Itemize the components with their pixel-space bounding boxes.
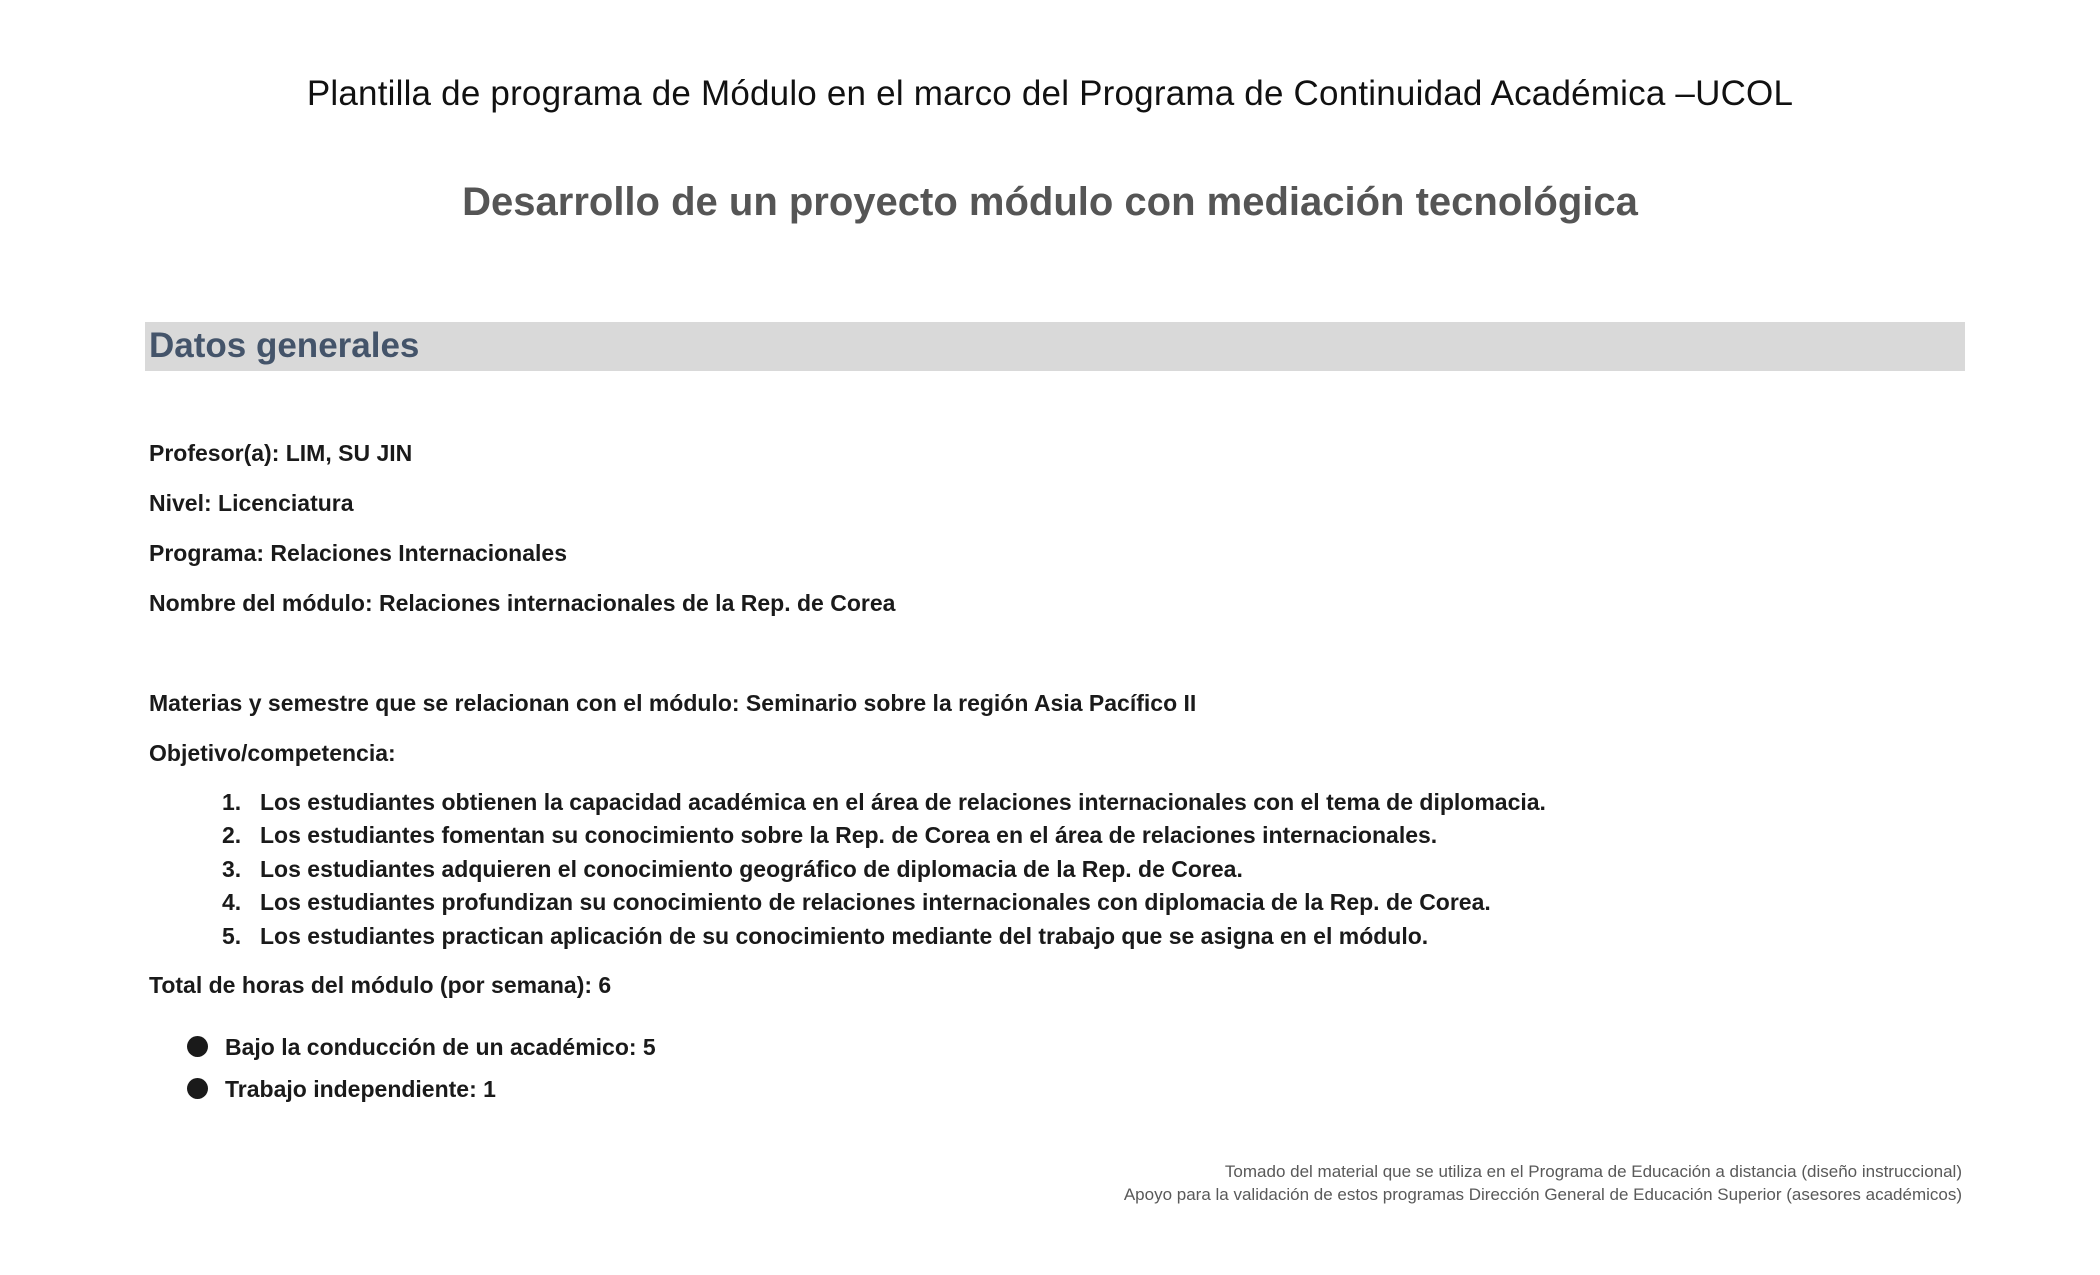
objective-number: 2. (222, 822, 242, 849)
objective-text: Los estudiantes obtienen la capacidad académica en el área de relaciones internacionales con el tema de diplomacia. (260, 789, 1546, 815)
footer-note (1124, 1160, 1962, 1206)
section-header-bar (145, 322, 1965, 371)
section-title: Datos generales (149, 326, 420, 365)
hours-breakdown-list (187, 1026, 656, 1110)
footer-line: Apoyo para la validación de estos programas Dirección General de Educación Superior (asesores académicos) (1123, 1185, 1962, 1204)
objective-text: Los estudiantes practican aplicación de su conocimiento mediante del trabajo que se asigna en el módulo. (260, 922, 1429, 949)
objective-number: 1. (222, 789, 242, 815)
bullet-dot-icon (187, 1036, 208, 1057)
objectives-list (222, 786, 1546, 953)
objective-number: 3. (222, 855, 242, 882)
hours-item (187, 1068, 656, 1110)
materias-field: Materias y semestre que se relacionan con el módulo: Seminario sobre la región Asia Pacífico II (149, 690, 1197, 716)
objective-text: Los estudiantes fomentan su conocimiento sobre la Rep. de Corea en el área de relaciones internacionales. (260, 822, 1438, 849)
objective-item (222, 819, 1546, 852)
hours-item-text: Trabajo independiente: 1 (225, 1076, 496, 1102)
objective-item (222, 786, 1546, 819)
footer-line: Tomado del material que se utiliza en el Programa de Educación a distancia (diseño instruccional) (1224, 1162, 1962, 1181)
objective-item (222, 920, 1546, 953)
objective-item (222, 886, 1546, 919)
nivel-field: Nivel: Licenciatura (149, 490, 354, 516)
hours-item-text: Bajo la conducción de un académico: 5 (225, 1034, 656, 1060)
objective-text: Los estudiantes adquieren el conocimiento geográfico de diplomacia de la Rep. de Corea. (260, 855, 1243, 882)
objetivo-label: Objetivo/competencia: (149, 740, 396, 766)
bullet-dot-icon (187, 1078, 208, 1099)
document-subtitle: Desarrollo de un proyecto módulo con mediación tecnológica (462, 180, 1638, 224)
objective-item (222, 853, 1546, 886)
total-horas-field: Total de horas del módulo (por semana): 6 (149, 972, 612, 998)
profesor-field: Profesor(a): LIM, SU JIN (149, 440, 413, 466)
hours-item (187, 1026, 656, 1068)
objective-number: 5. (222, 922, 242, 949)
document-title: Plantilla de programa de Módulo en el marco del Programa de Continuidad Académica –UCOL (306, 74, 1794, 113)
objective-number: 4. (222, 889, 242, 916)
objective-text: Los estudiantes profundizan su conocimiento de relaciones internacionales con diplomacia de la Rep. de Corea. (260, 889, 1491, 916)
nombre-modulo-field: Nombre del módulo: Relaciones internacionales de la Rep. de Corea (149, 590, 896, 616)
programa-field: Programa: Relaciones Internacionales (149, 540, 567, 566)
